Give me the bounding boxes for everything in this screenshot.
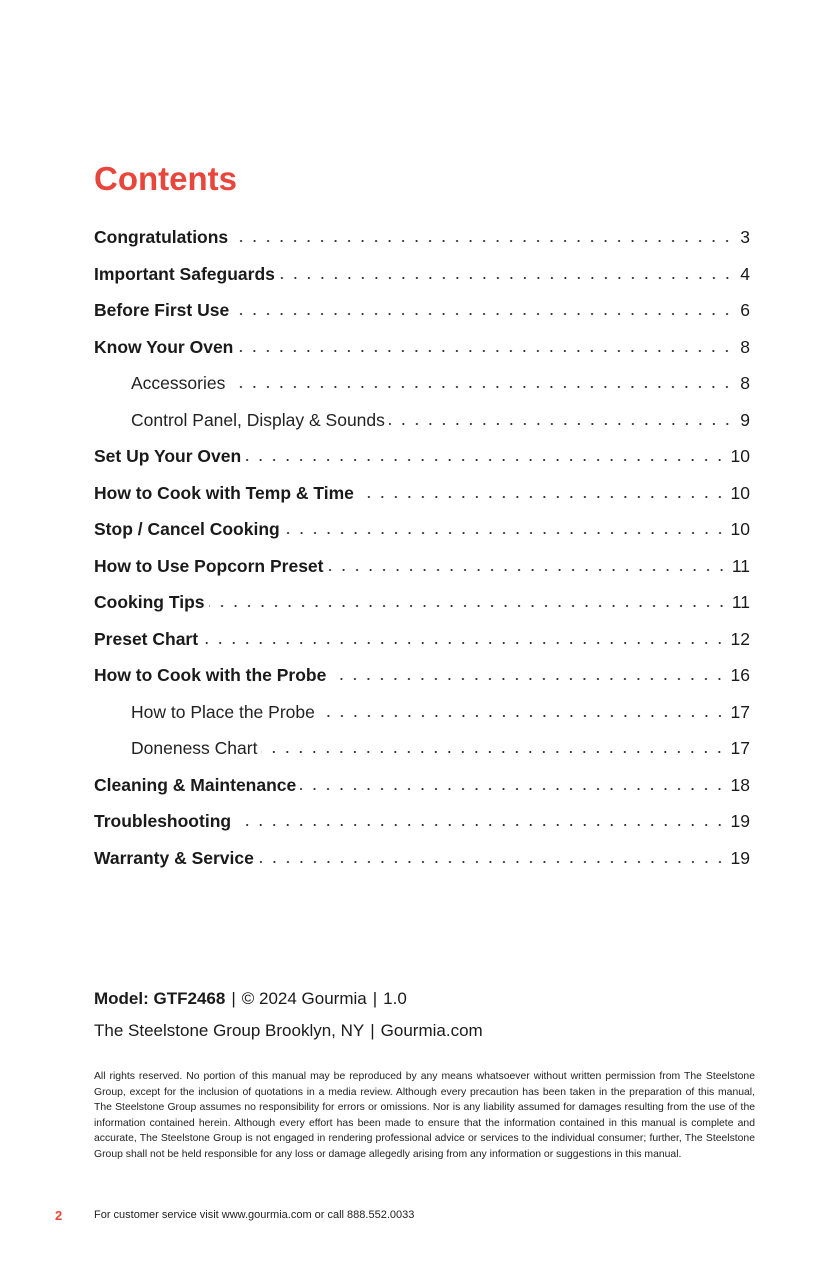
toc-entry-label: Cooking Tips (94, 592, 205, 612)
dot-leader (258, 860, 727, 864)
dot-leader (279, 276, 734, 280)
toc-entry[interactable] (94, 665, 750, 702)
toc-entry-label: Set Up Your Oven (94, 446, 242, 466)
separator: | (372, 989, 378, 1008)
dot-leader (209, 604, 728, 608)
toc-entry-page: 8 (740, 373, 750, 393)
dot-leader (235, 823, 726, 827)
page-title: Contents (94, 160, 237, 197)
table-of-contents (94, 227, 750, 884)
dot-leader (300, 787, 726, 791)
toc-entry-label: Warranty & Service (94, 847, 254, 868)
model-number: Model: GTF2468 (94, 989, 226, 1008)
page-number: 2 (55, 1208, 63, 1223)
toc-entry[interactable] (94, 227, 750, 264)
toc-entry-label: How to Cook with Temp & Time (94, 482, 354, 503)
toc-entry-page: 3 (740, 227, 750, 247)
toc-entry-label: Know Your Oven (94, 336, 234, 357)
toc-entry-label: Control Panel, Display & Sounds (131, 409, 385, 430)
dot-leader (389, 422, 734, 426)
company-info (94, 1021, 483, 1041)
toc-entry[interactable] (94, 264, 750, 301)
toc-entry-label: Stop / Cancel Cooking (94, 519, 280, 539)
toc-entry[interactable] (94, 300, 750, 337)
toc-entry-page: 17 (730, 738, 750, 758)
separator: | (370, 1021, 375, 1040)
toc-entry-page: 18 (730, 774, 750, 795)
customer-service-footer: For customer service visit www.gourmia.com or call 888.552.0033 (94, 1209, 415, 1221)
toc-entry-page: 16 (730, 665, 750, 685)
toc-entry-page: 12 (730, 628, 750, 649)
toc-entry[interactable] (94, 848, 750, 885)
dot-leader (229, 385, 734, 389)
toc-entry-page: 9 (740, 409, 750, 430)
toc-entry-page: 11 (731, 555, 750, 576)
website-link[interactable]: Gourmia.com (380, 1021, 483, 1040)
dot-leader (358, 495, 727, 499)
toc-entry-page: 17 (730, 701, 750, 722)
dot-leader (245, 458, 726, 462)
toc-entry-page: 19 (730, 811, 750, 831)
toc-entry[interactable] (94, 738, 750, 775)
dot-leader (232, 239, 734, 243)
toc-entry-label: Accessories (131, 373, 226, 393)
toc-entry-label: How to Use Popcorn Preset (94, 555, 324, 576)
dot-leader (319, 714, 727, 718)
toc-entry[interactable] (94, 446, 750, 483)
toc-entry-page: 10 (730, 482, 750, 503)
dot-leader (330, 677, 726, 681)
toc-entry-page: 10 (730, 446, 750, 466)
toc-entry-page: 19 (730, 847, 750, 868)
toc-entry[interactable] (94, 702, 750, 739)
toc-entry[interactable] (94, 775, 750, 812)
toc-entry-label: Preset Chart (94, 628, 199, 649)
toc-entry-label: How to Place the Probe (131, 701, 315, 722)
company-address: The Steelstone Group Brooklyn, NY (94, 1021, 365, 1040)
dot-leader (233, 312, 734, 316)
dot-leader (284, 531, 727, 535)
dot-leader (237, 349, 734, 353)
toc-entry-page: 8 (740, 336, 750, 357)
toc-entry-label: Cleaning & Maintenance (94, 774, 297, 795)
toc-entry[interactable] (94, 519, 750, 556)
toc-entry-page: 11 (731, 592, 750, 612)
toc-entry[interactable] (94, 483, 750, 520)
toc-entry-label: Doneness Chart (131, 738, 258, 758)
toc-entry-label: How to Cook with the Probe (94, 665, 327, 685)
model-info (94, 989, 407, 1009)
toc-entry-page: 6 (740, 300, 750, 320)
dot-leader (328, 568, 728, 572)
toc-entry[interactable] (94, 410, 750, 447)
toc-entry-label: Important Safeguards (94, 263, 275, 284)
dot-leader (202, 641, 726, 645)
dot-leader (261, 750, 726, 754)
toc-entry-page: 4 (740, 263, 750, 284)
toc-entry[interactable] (94, 337, 750, 374)
toc-entry[interactable] (94, 629, 750, 666)
copyright: © 2024 Gourmia (241, 989, 367, 1008)
toc-entry-label: Congratulations (94, 227, 229, 247)
toc-entry[interactable] (94, 556, 750, 593)
toc-entry[interactable] (94, 811, 750, 848)
legal-disclaimer: All rights reserved. No portion of this manual may be reproduced by any means whatsoever without written permission from The Steelstone Group, except for the inclusion of quotations in a media review. Although every precaution has been taken in the preparation of this manual, The Steelstone Group assumes no responsibility for errors or omissions. Nor is any liability assumed for damages resulting from the use of the information contained herein. Although every effort has been made to ensure that the information contained in this manual is complete and accurate, The Steelstone Group is not engaged in rendering professional advice or services to the individual consumer; further, The Steelstone Group shall not be held responsible for any loss or damage allegedly arising from any information or suggestions in this manual. (94, 1071, 755, 1160)
toc-entry-label: Troubleshooting (94, 811, 232, 831)
toc-entry[interactable] (94, 373, 750, 410)
version: 1.0 (383, 989, 407, 1008)
toc-entry[interactable] (94, 592, 750, 629)
toc-entry-label: Before First Use (94, 300, 230, 320)
toc-entry-page: 10 (730, 519, 750, 539)
separator: | (231, 989, 236, 1008)
